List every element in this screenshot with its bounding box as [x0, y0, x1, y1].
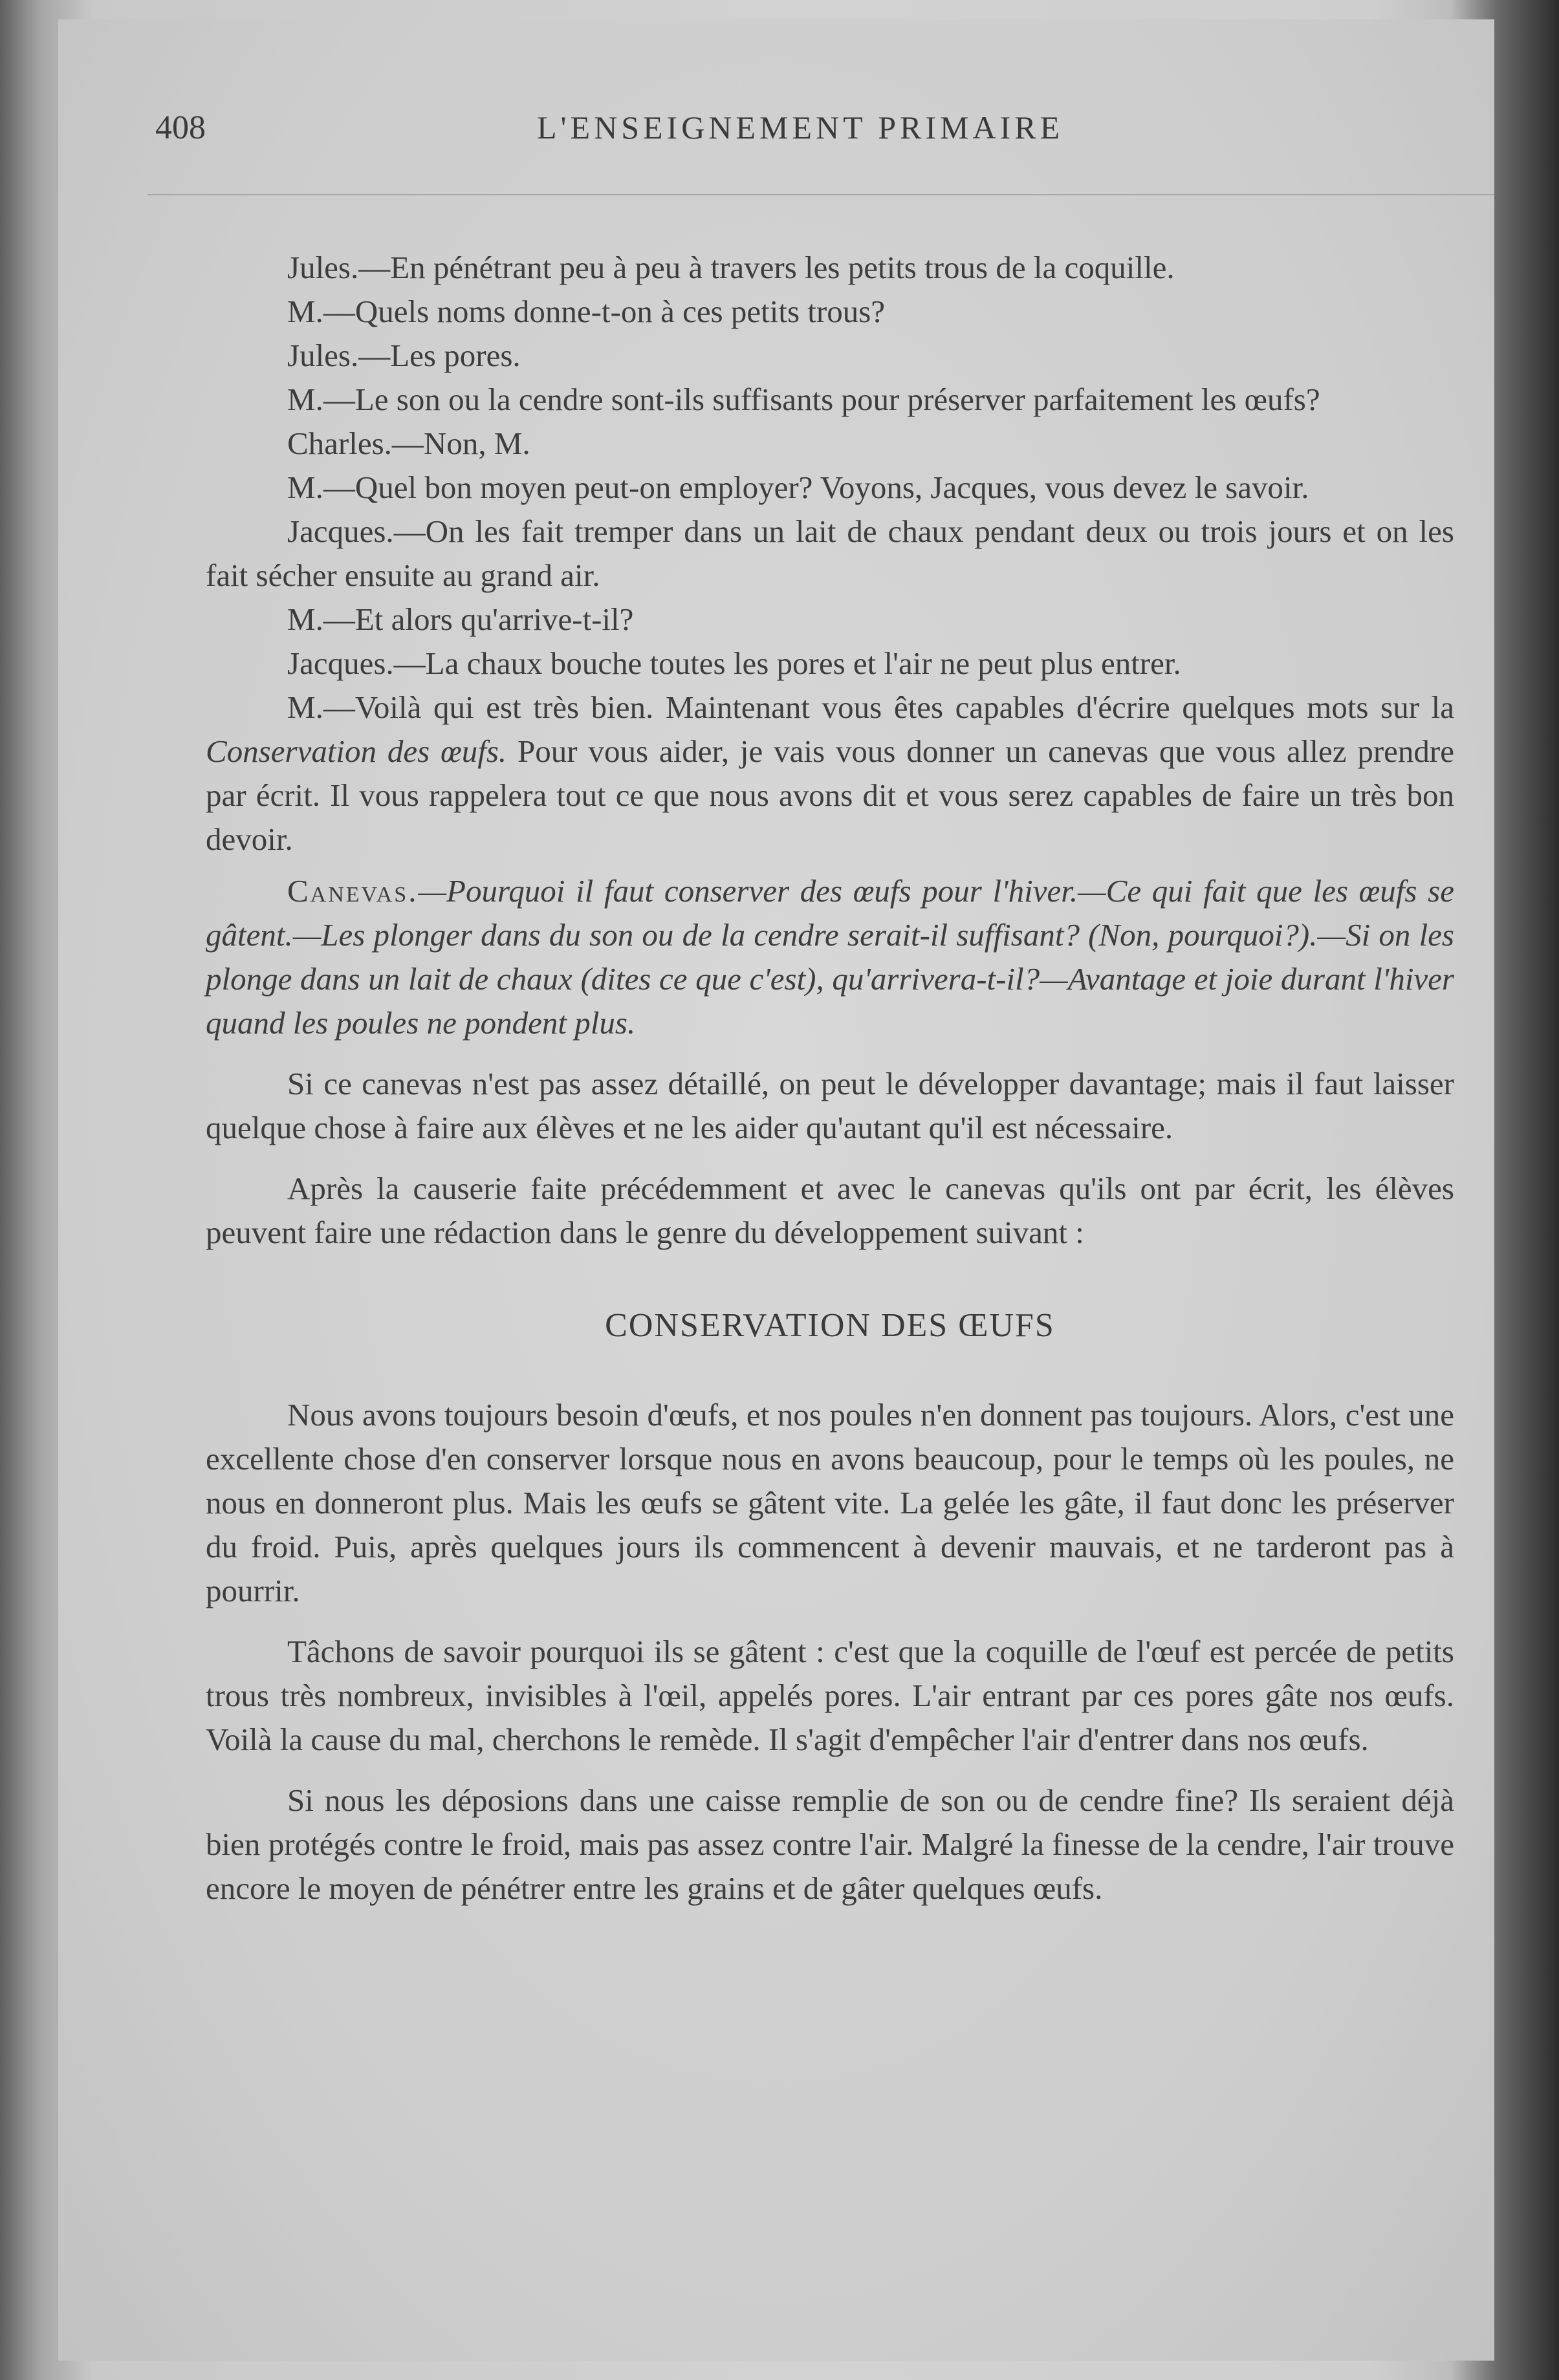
note-paragraph: Après la causerie faite précédemment et avec le canevas qu'ils ont par écrit, les élèves peuvent faire une rédaction dans le genre du développement suivant :	[206, 1171, 1454, 1250]
dialogue-line: M.—Quel bon moyen peut-on employer? Voyons, Jacques, vous devez le savoir.	[287, 470, 1309, 505]
section-title: CONSERVATION DES ŒUFS	[605, 1307, 1055, 1344]
body-text	[206, 246, 1454, 1910]
dialogue-line: Jacques.—On les fait tremper dans un lait de chaux pendant deux ou trois jours et on les fait sécher ensuite au grand air.	[206, 514, 1454, 593]
header-rule-left	[147, 194, 846, 195]
header-rule-right	[841, 194, 1494, 195]
essay-title-reference: Conservation des œufs.	[206, 733, 507, 769]
essay-paragraph: Nous avons toujours besoin d'œufs, et nos poules n'en donnent pas toujours. Alors, c'est une excellente chose d'en conserver lorsque nous en avons beaucoup, pour le temps où les poules, ne nous en donneront plus. Mais les œufs se gâtent vite. La gelée les gâte, il faut donc les préserver du froid. Puis, après quelques jours ils commencent à devenir mauvais, et ne tarderont pas à pourrir.	[206, 1397, 1454, 1608]
dialogue-line: M.—Et alors qu'arrive-t-il?	[287, 601, 634, 637]
running-title: L'ENSEIGNEMENT PRIMAIRE	[537, 109, 1064, 146]
essay-paragraph: Si nous les déposions dans une caisse remplie de son ou de cendre fine? Ils seraient déjà bien protégés contre le froid, mais pas assez contre l'air. Malgré la finesse de la cendre, l'air trouve encore le moyen de pénétrer entre les grains et de gâter quelques œufs.	[206, 1782, 1454, 1906]
dialogue-line: M.—Le son ou la cendre sont-ils suffisants pour préserver parfaitement les œufs?	[287, 382, 1320, 417]
page-header	[155, 109, 1126, 167]
dialogue-line: Jules.—Les pores.	[287, 338, 521, 373]
note-paragraph: Si ce canevas n'est pas assez détaillé, on peut le développer davantage; mais il faut laisser quelque chose à faire aux élèves et ne les aider qu'autant qu'il est nécessaire.	[206, 1066, 1454, 1145]
dialogue-line: Jules.—En pénétrant peu à peu à travers les petits trous de la coquille.	[287, 250, 1175, 285]
canevas-text: —Pourquoi il faut conserver des œufs pour l'hiver.—Ce qui fait que les œufs se gâtent.—Les plonger dans du son ou de la cendre serait-il suffisant? (Non, pourquoi?).—Si on les plonge dans un lait de chaux (dites ce que c'est), qu'arrivera-t-il?—Avantage et joie durant l'hiver quand les poules ne pondent plus.	[206, 873, 1454, 1041]
canevas-label: Canevas.	[287, 873, 419, 909]
teacher-closing	[206, 686, 1454, 861]
dialogue-line: Charles.—Non, M.	[287, 426, 530, 461]
page-number: 408	[155, 109, 206, 146]
canevas-paragraph	[206, 869, 1454, 1045]
dialogue-line: M.—Quels noms donne-t-on à ces petits trous?	[287, 294, 886, 329]
teacher-closing-before: M.—Voilà qui est très bien. Maintenant vous êtes capables d'écrire quelques mots sur la	[287, 689, 1454, 725]
teacher-closing-after: Pour vous aider, je vais vous donner un canevas que vous allez prendre par écrit. Il vous rappelera tout ce que nous avons dit et vous serez capables de faire un très bon devoir.	[206, 733, 1454, 857]
dialogue-line: Jacques.—La chaux bouche toutes les pores et l'air ne peut plus entrer.	[287, 645, 1181, 681]
essay-paragraph: Tâchons de savoir pourquoi ils se gâtent : c'est que la coquille de l'œuf est percée de petits trous très nombreux, invisibles à l'œil, appelés pores. L'air entrant par ces pores gâte nos œufs. Voilà la cause du mal, cherchons le remède. Il s'agit d'empêcher l'air d'entrer dans nos œufs.	[206, 1634, 1454, 1757]
